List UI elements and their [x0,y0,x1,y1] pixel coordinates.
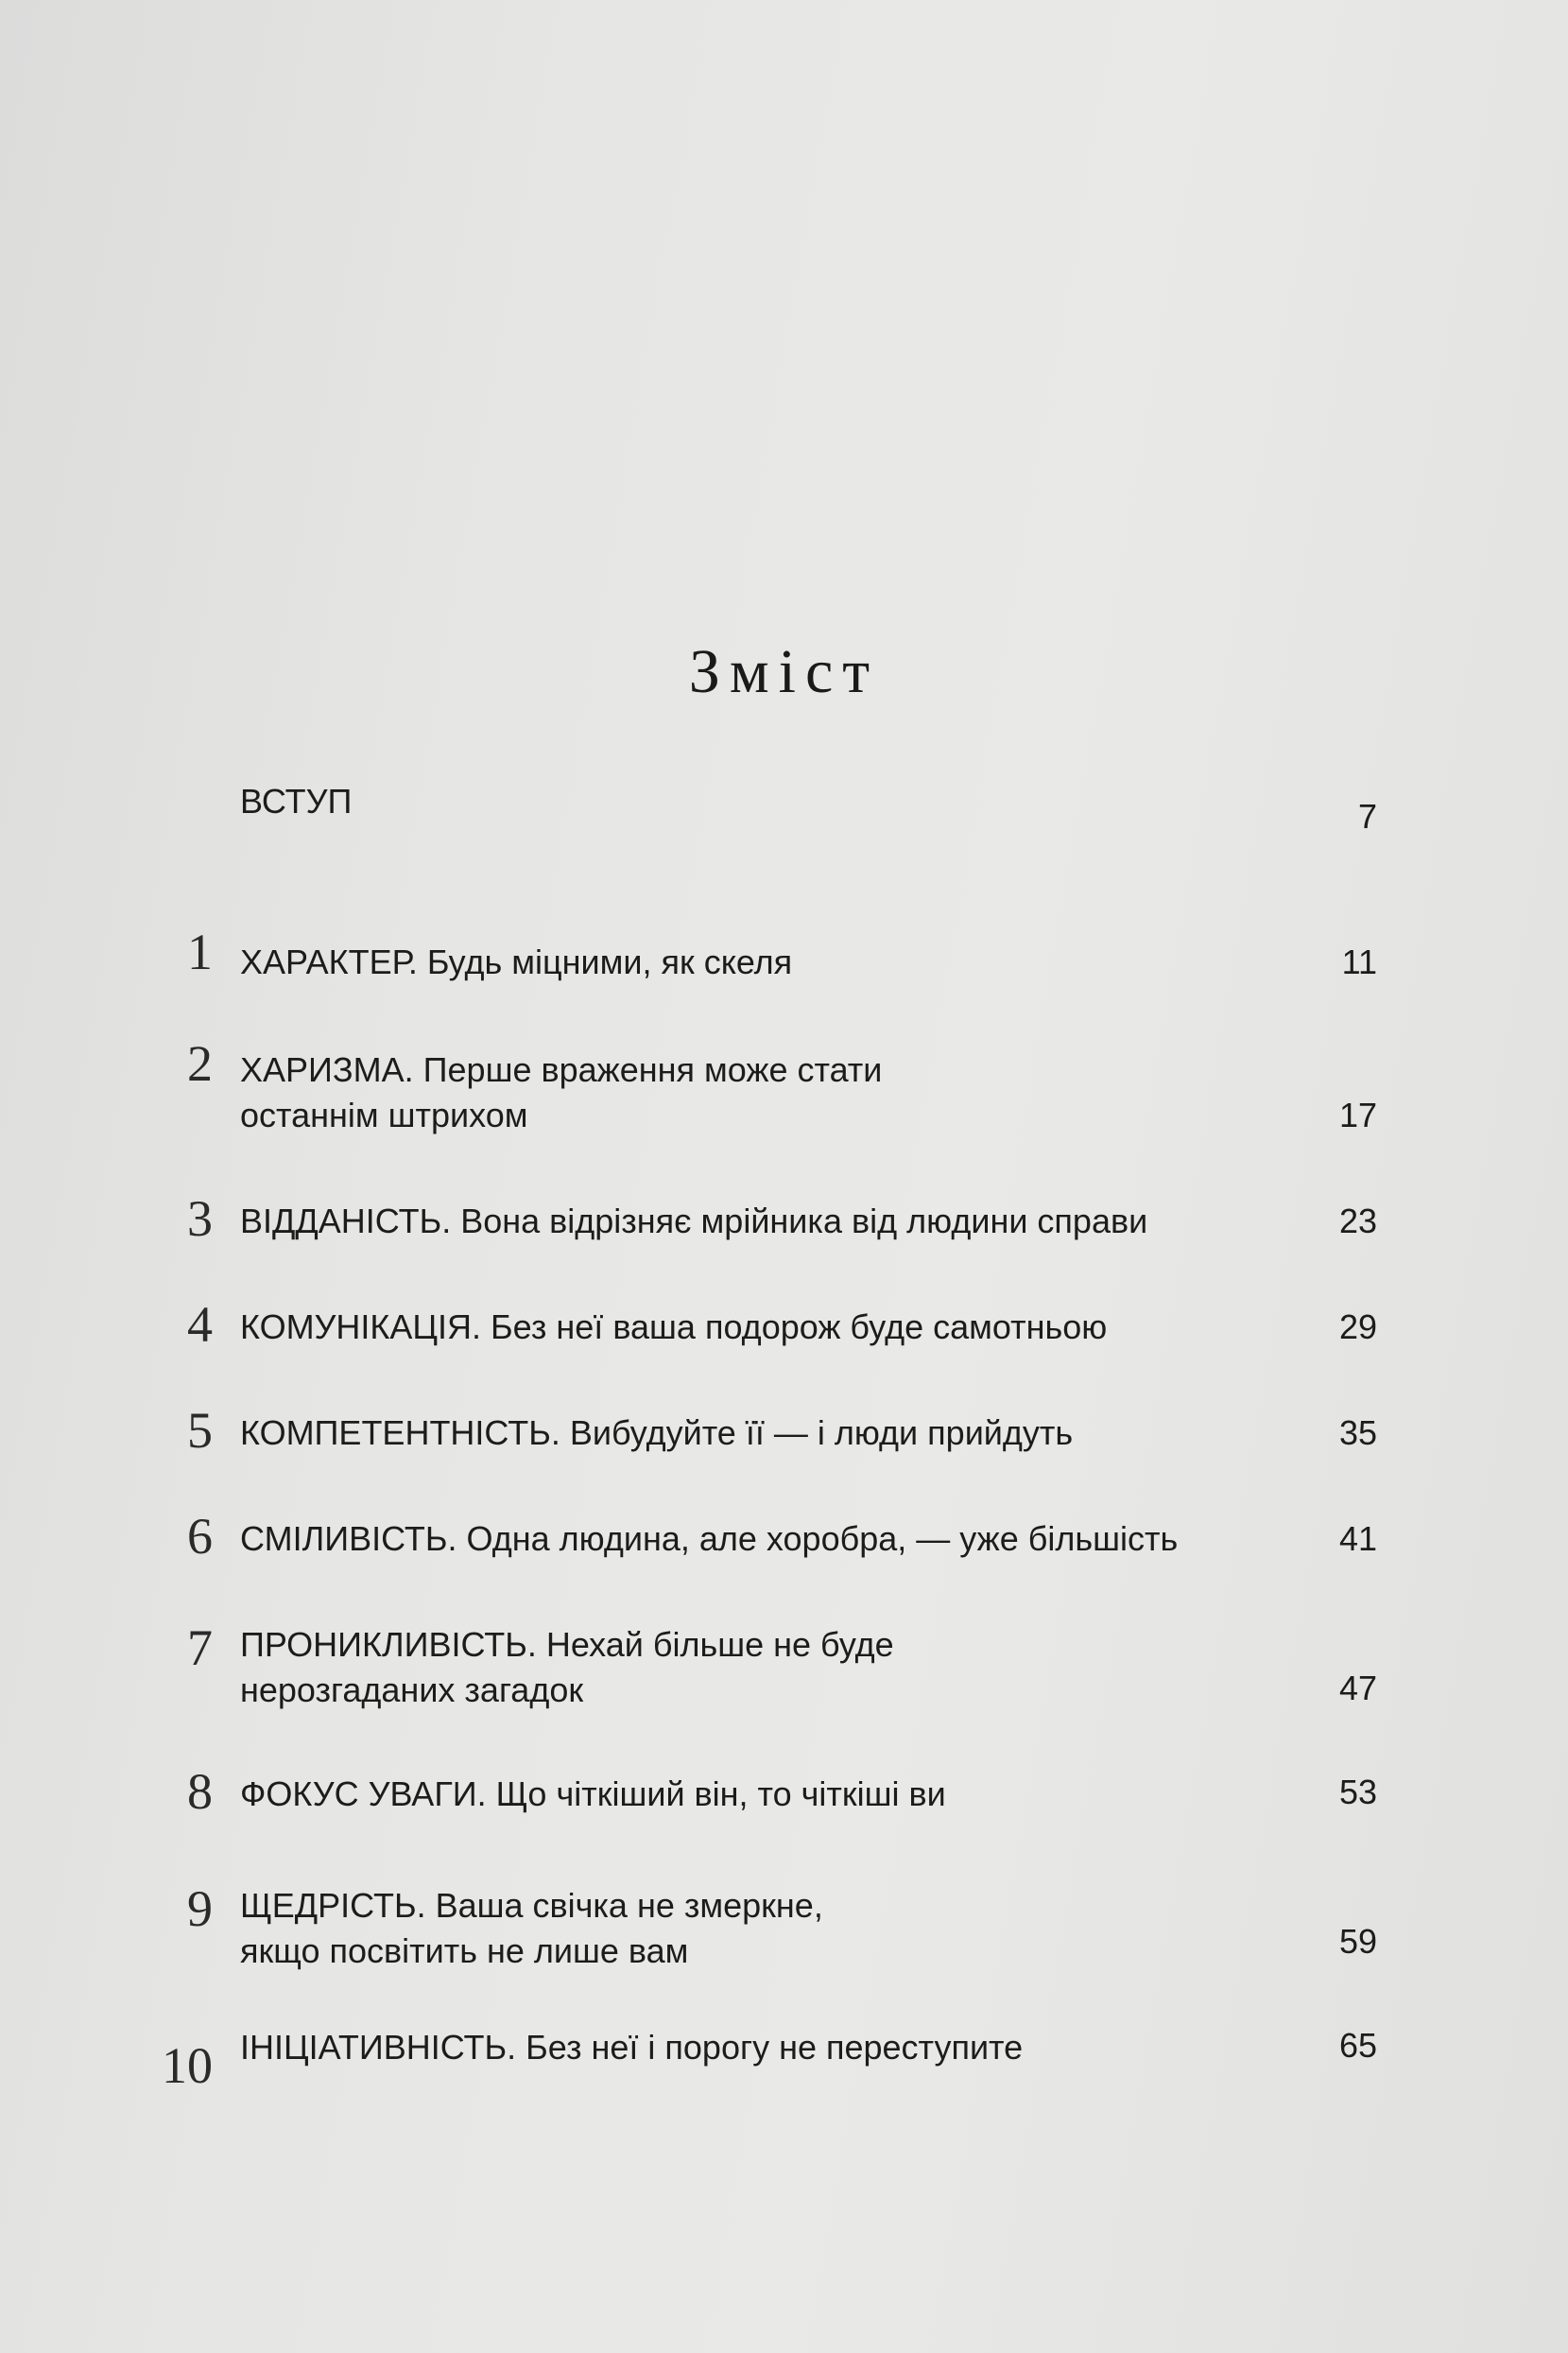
chapter-number: 6 [187,1508,213,1565]
toc-entry-text: ВСТУП [240,782,353,821]
chapter-number: 8 [187,1763,213,1820]
toc-entry-text: ІНІЦІАТИВНІСТЬ. Без неї і порогу не переступите [240,2028,1024,2067]
toc-entry-text: нерозгаданих загадок [240,1670,584,1709]
toc-entry-text: останнім штрихом [240,1096,528,1134]
toc-page-number: 23 [1338,1202,1377,1240]
toc-entry-text: ХАРИЗМА. Перше враження може стати [240,1050,883,1089]
toc-entry-text: ВІДДАНІСТЬ. Вона відрізняє мрійника від людини справи [240,1202,1148,1240]
toc-page-number: 41 [1338,1519,1377,1558]
toc-page-number: 29 [1338,1307,1377,1346]
toc-page-number: 53 [1338,1773,1377,1811]
chapter-number: 4 [187,1296,213,1353]
toc-page-number: 35 [1338,1413,1377,1452]
toc-entry-text: ЩЕДРІСТЬ. Ваша свічка не змеркне, [240,1886,823,1925]
toc-page-number: 17 [1338,1096,1377,1134]
toc-entry-text: КОМПЕТЕНТНІСТЬ. Вибудуйте її — і люди прийдуть [240,1413,1074,1452]
chapter-number: 3 [187,1190,213,1247]
toc-entry-text: якщо посвітить не лише вам [240,1931,689,1970]
toc-page-number: 65 [1338,2026,1377,2065]
toc-entry-text: СМІЛИВІСТЬ. Одна людина, але хоробра, — уже більшість [240,1519,1179,1558]
toc-page-number: 7 [1357,797,1377,836]
toc-page-number: 11 [1341,943,1377,981]
toc-entry-text: ФОКУС УВАГИ. Що чіткіший він, то чіткіші ви [240,1774,946,1813]
chapter-number: 1 [187,924,213,980]
chapter-number: 9 [187,1880,213,1937]
toc-entry-text: КОМУНІКАЦІЯ. Без неї ваша подорож буде самотньою [240,1307,1108,1346]
chapter-number: 7 [187,1619,213,1676]
toc-page-number: 47 [1338,1669,1377,1707]
page-title: Зміст [688,637,880,706]
chapter-number: 2 [187,1035,213,1092]
toc-page-number: 59 [1338,1922,1377,1961]
chapter-number: 10 [162,2037,213,2094]
toc-entry-text: ПРОНИКЛИВІСТЬ. Нехай більше не буде [240,1625,894,1664]
toc-entry-text: ХАРАКТЕР. Будь міцними, як скеля [240,943,793,981]
chapter-number: 5 [187,1402,213,1459]
